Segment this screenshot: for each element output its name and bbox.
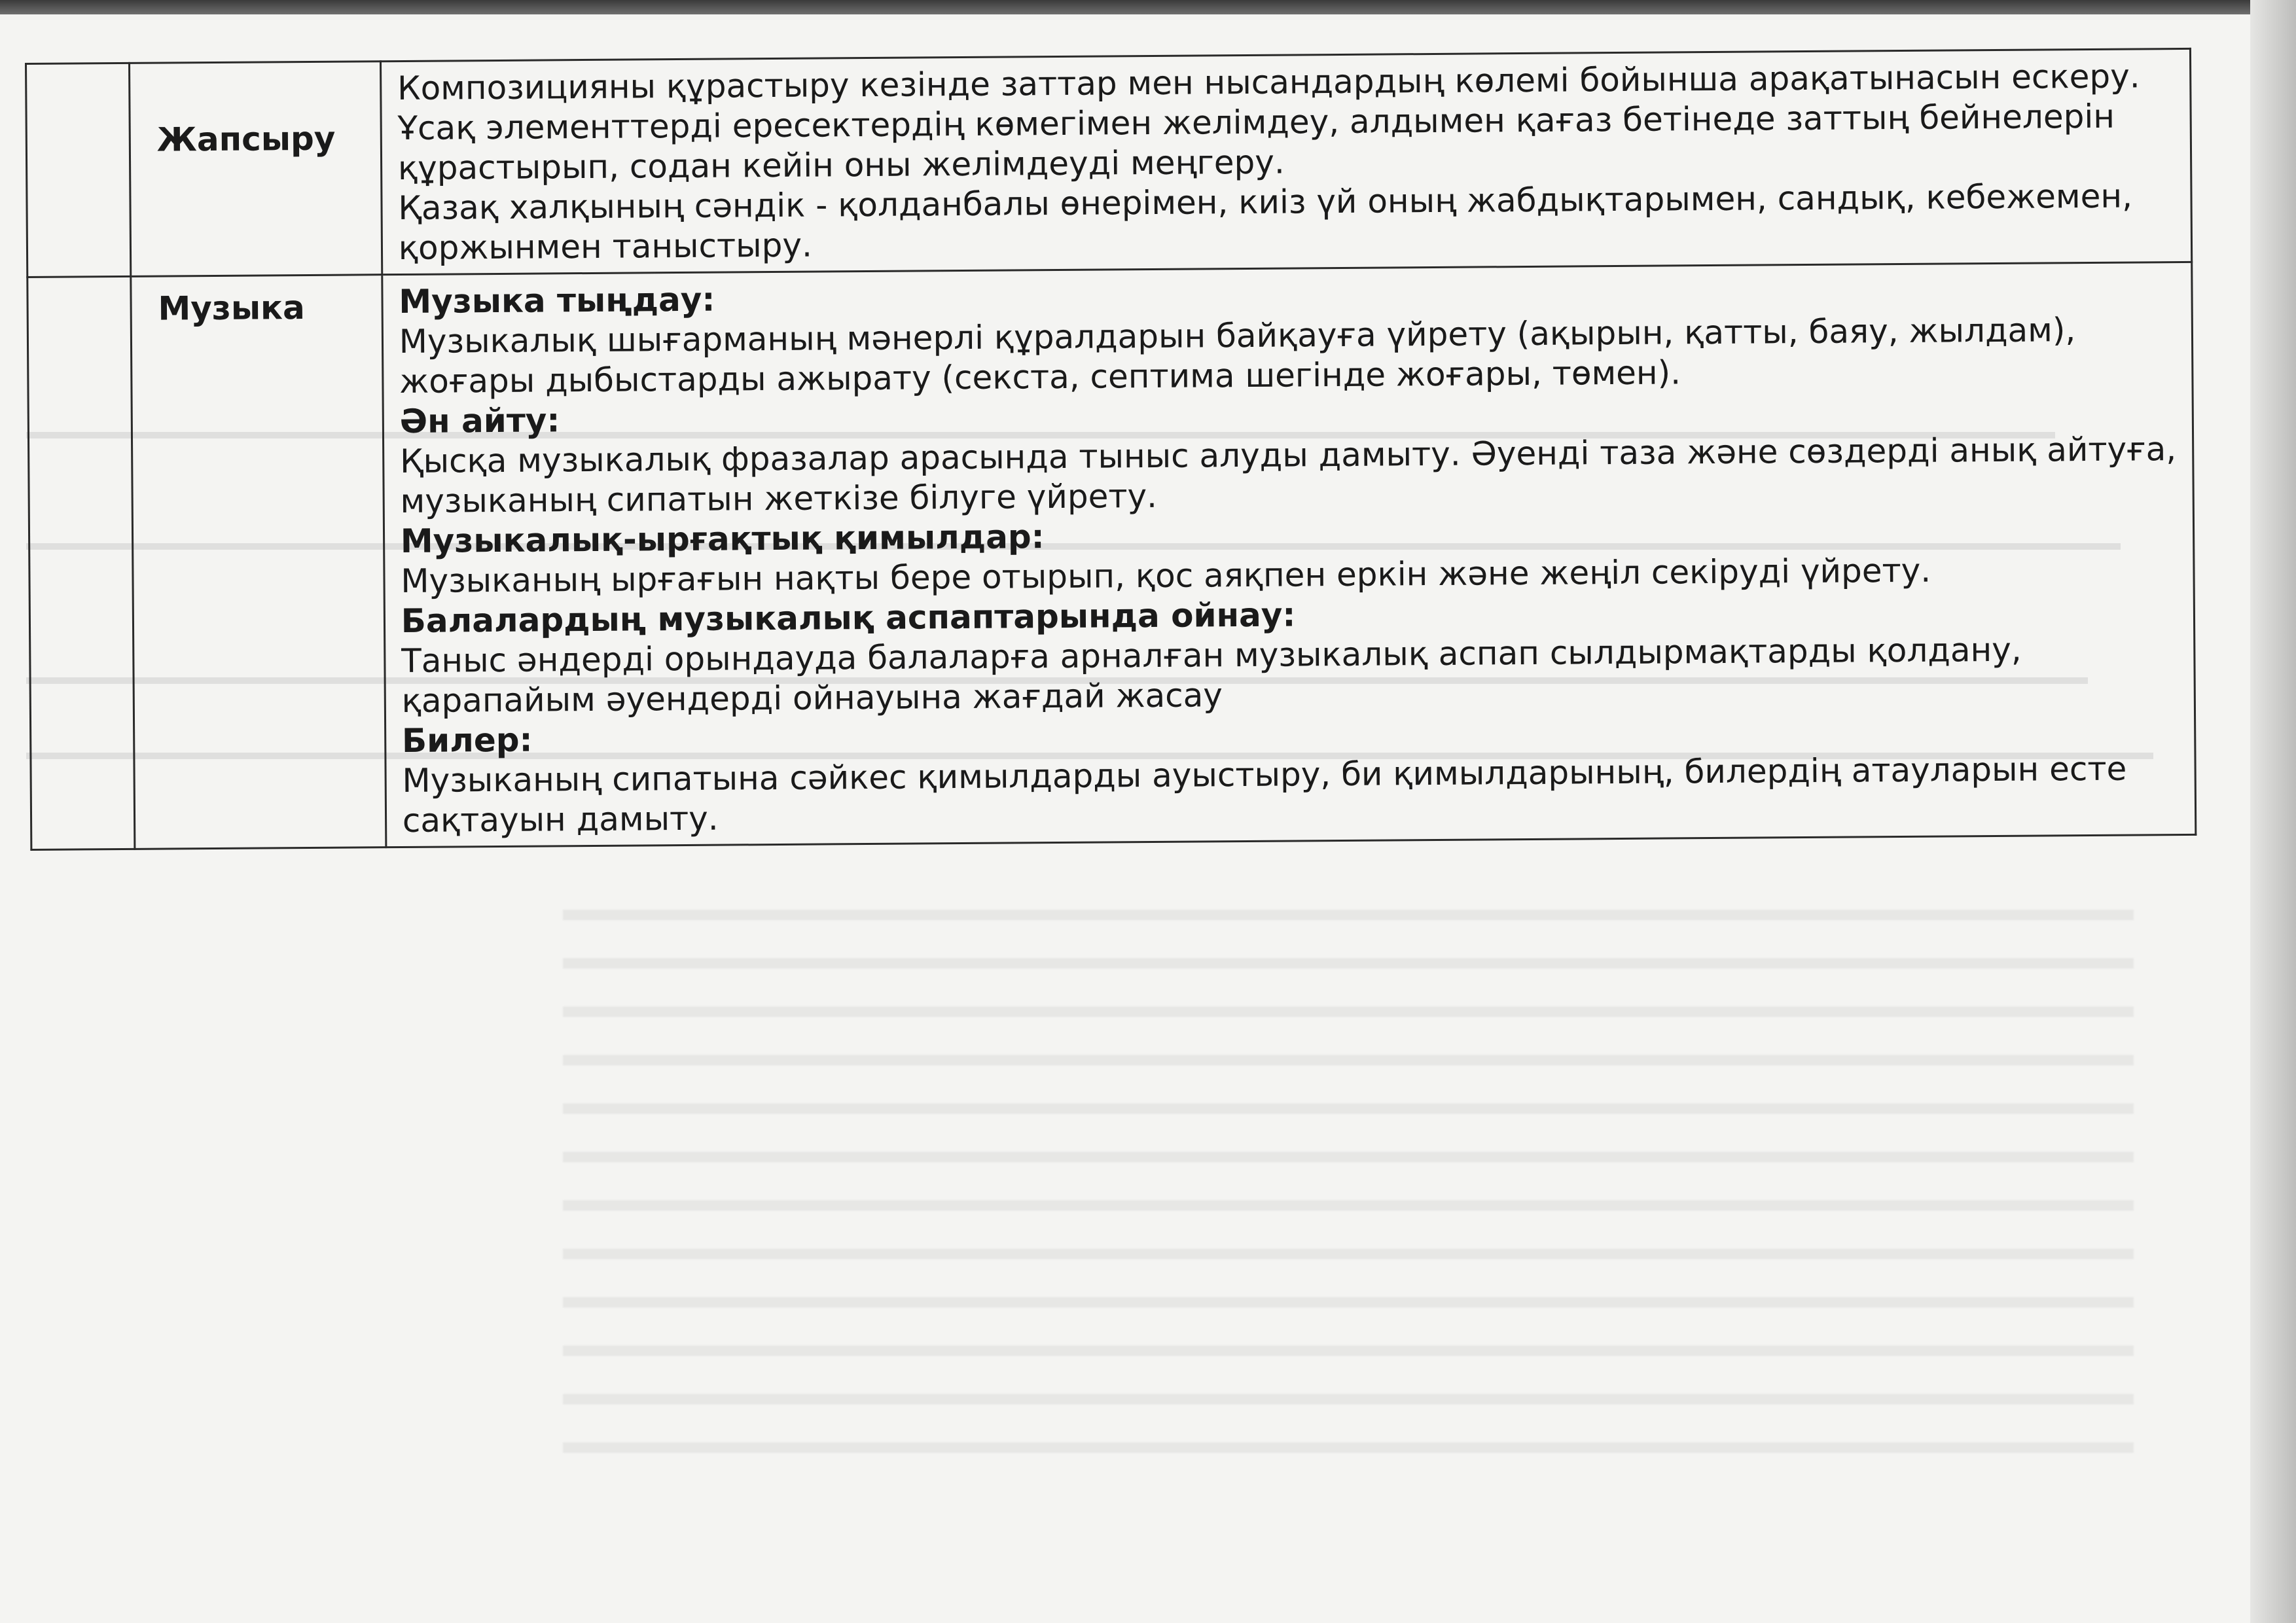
blank-cell xyxy=(26,63,131,277)
content-line: қарапайым әуендерді ойнауына жағдай жасау xyxy=(401,676,1223,721)
table-row xyxy=(27,262,2196,849)
scan-edge-top xyxy=(0,0,2296,14)
content-line: Ұсақ элементтерді ересектердің көмегімен желімдеу, алдымен қағаз бетінеде заттың бейнелерін xyxy=(397,97,2115,148)
section-heading: Музыкалық-ырғақтық қимылдар: xyxy=(400,518,1045,561)
content-line: Қазақ халқының сәндік - қолданбалы өнерімен, киіз үй оның жабдықтарымен, сандық, кебежемен, xyxy=(398,177,2133,228)
blank-cell xyxy=(27,276,135,849)
section-heading: Билер: xyxy=(401,721,533,760)
section-heading: Ән айту: xyxy=(399,401,560,441)
subject-cell xyxy=(129,62,382,277)
section-heading: Балалардың музыкалық аспаптарында ойнау: xyxy=(401,596,1296,641)
bleed-through-text xyxy=(563,890,2134,1479)
subject-label: Музыка xyxy=(158,289,305,328)
content-line: Музыканың ырғағын нақты бере отырып, қос аяқпен еркін және жеңіл секіруді үйрету. xyxy=(401,551,1931,601)
content-line: Музыканың сипатына сәйкес қимылдарды ауыстыру, би қимылдарының, билердің атауларын есте xyxy=(402,749,2127,800)
content-line: сақтауын дамыту. xyxy=(402,799,719,840)
content-line: Музыкалық шығарманың мәнерлі құралдарын байқауға үйрету (ақырын, қатты, баяу, жылдам), xyxy=(399,311,2076,361)
content-line: Таныс әндерді орындауда балаларға арналған музыкалық аспап сылдырмақтарды қолдану, xyxy=(401,630,2022,681)
content-line: жоғары дыбыстарды ажырату (секста, септима шегінде жоғары, төмен). xyxy=(399,353,1681,401)
section-heading: Музыка тыңдау: xyxy=(399,280,715,321)
content-cell xyxy=(382,262,2196,847)
table-row xyxy=(26,48,2192,277)
scan-edge-right xyxy=(2250,0,2296,1623)
content-line: Қысқа музыкалық фразалар арасында тыныс алуды дамыту. Әуенді таза және сөздерді анық айтуға, xyxy=(399,430,2177,481)
content-line: қоржынмен таныстыру. xyxy=(398,226,813,268)
content-line: Композицияны құрастыру кезінде заттар мен нысандардың көлемі бойынша арақатынасын ескеру. xyxy=(397,57,2140,108)
subject-cell xyxy=(131,275,386,849)
content-line: музыканың сипатын жеткізе білуге үйрету. xyxy=(400,476,1158,521)
subject-label: Жапсыру xyxy=(156,119,336,159)
curriculum-table xyxy=(25,48,2197,851)
content-cell xyxy=(380,48,2191,274)
content-line: құрастырып, содан кейін оны желімдеуді меңгеру. xyxy=(397,143,1285,188)
